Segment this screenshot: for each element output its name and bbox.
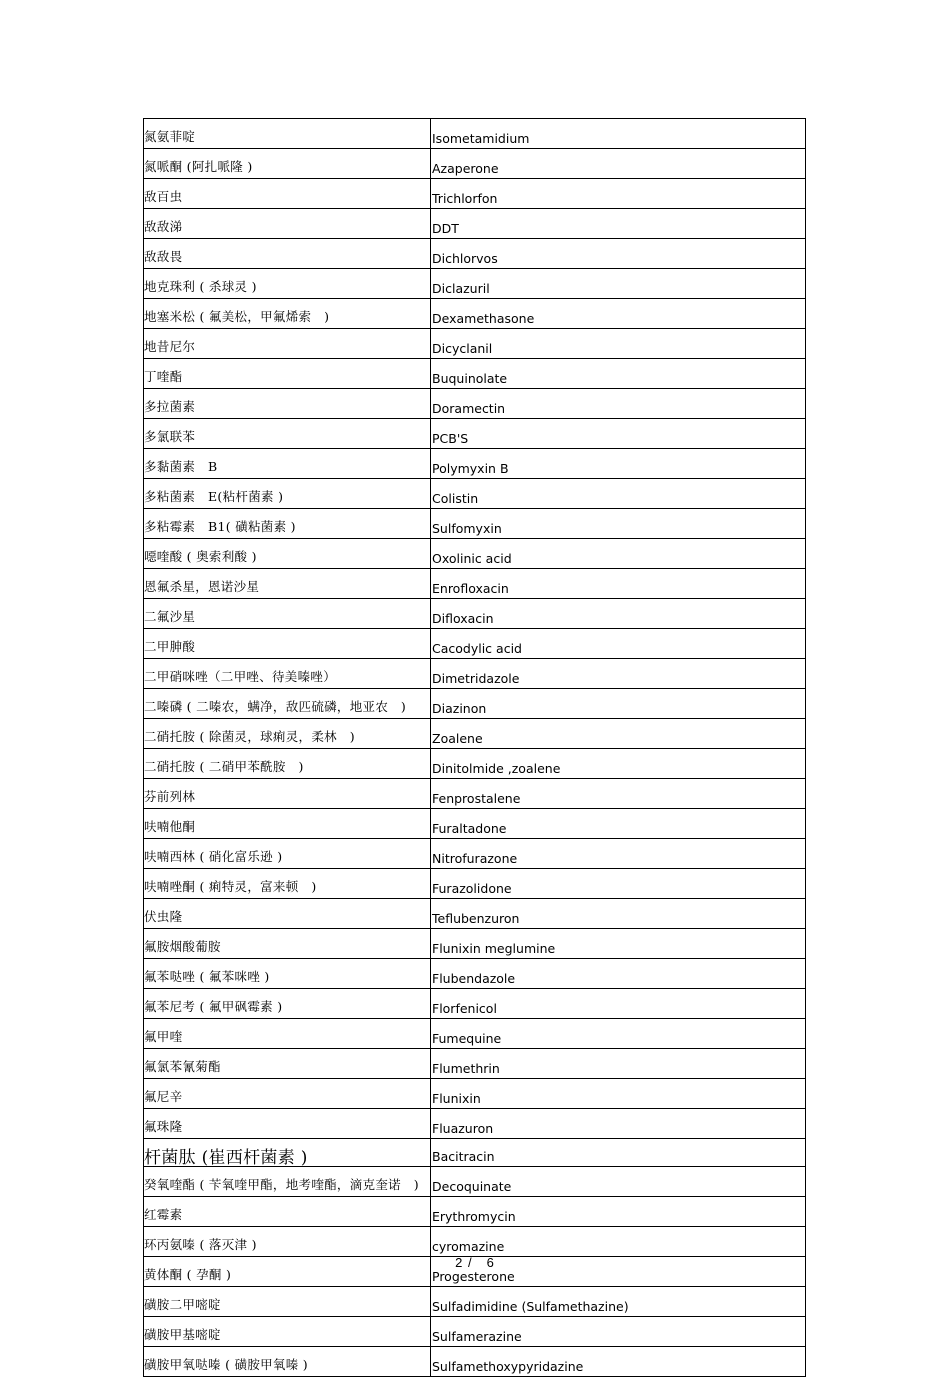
english-name-cell: Sulfamethoxypyridazine (431, 1347, 806, 1377)
table-row (144, 299, 806, 329)
english-name-cell: Dicyclanil (431, 329, 806, 359)
table-row (144, 419, 806, 449)
english-name-cell: Dexamethasone (431, 299, 806, 329)
chinese-name-cell: 呋喃唑酮 ( 痢特灵，富来顿 ) (144, 869, 431, 899)
table-row (144, 149, 806, 179)
chinese-name-cell: 磺胺甲氧哒嗪 ( 磺胺甲氧嗪 ) (144, 1347, 431, 1377)
table-row (144, 209, 806, 239)
table-row (144, 269, 806, 299)
table-row (144, 389, 806, 419)
english-name-cell: Dichlorvos (431, 239, 806, 269)
table-row (144, 1197, 806, 1227)
english-name-cell: Fumequine (431, 1019, 806, 1049)
chinese-name-cell: 二嗪磷 ( 二嗪农，螨净，敌匹硫磷，地亚农 ) (144, 689, 431, 719)
chinese-name-cell: 氟尼辛 (144, 1079, 431, 1109)
english-name-cell: Bacitracin (431, 1139, 806, 1167)
english-name-cell: Dinitolmide ,zoalene (431, 749, 806, 779)
chinese-name-cell: 地塞米松 ( 氟美松，甲氟烯索 ) (144, 299, 431, 329)
english-name-cell: Decoquinate (431, 1167, 806, 1197)
chinese-name-cell: 环丙氨嗪 ( 落灭津 ) (144, 1227, 431, 1257)
english-name-cell: Erythromycin (431, 1197, 806, 1227)
english-name-cell: Fluazuron (431, 1109, 806, 1139)
english-name-cell: Furazolidone (431, 869, 806, 899)
english-name-cell: Isometamidium (431, 119, 806, 149)
chinese-name-cell: 氟珠隆 (144, 1109, 431, 1139)
english-name-cell: Furaltadone (431, 809, 806, 839)
english-name-cell: Sulfamerazine (431, 1317, 806, 1347)
chinese-name-cell: 二氟沙星 (144, 599, 431, 629)
table-row (144, 119, 806, 149)
table-row (144, 809, 806, 839)
table-row (144, 599, 806, 629)
chinese-name-cell: 敌百虫 (144, 179, 431, 209)
table-row (144, 239, 806, 269)
table-row (144, 659, 806, 689)
english-name-cell: Doramectin (431, 389, 806, 419)
chinese-name-cell: 二甲胂酸 (144, 629, 431, 659)
table-row (144, 449, 806, 479)
chinese-name-cell: 二硝托胺 ( 二硝甲苯酰胺 ) (144, 749, 431, 779)
chinese-name-cell: 黄体酮 ( 孕酮 ) (144, 1257, 431, 1287)
chinese-name-cell: 多粘菌素 E(粘杆菌素 ) (144, 479, 431, 509)
table-row (144, 539, 806, 569)
chinese-name-cell: 氮哌酮 (阿扎哌隆 ) (144, 149, 431, 179)
english-name-cell: Sulfadimidine (Sulfamethazine) (431, 1287, 806, 1317)
english-name-cell: Enrofloxacin (431, 569, 806, 599)
english-name-cell: Zoalene (431, 719, 806, 749)
chinese-name-cell: 磺胺甲基嘧啶 (144, 1317, 431, 1347)
table-row (144, 899, 806, 929)
table-row (144, 1317, 806, 1347)
chinese-name-cell: 地昔尼尔 (144, 329, 431, 359)
chinese-name-cell: 噁喹酸 ( 奥索利酸 ) (144, 539, 431, 569)
chinese-name-cell: 磺胺二甲嘧啶 (144, 1287, 431, 1317)
table-row (144, 1167, 806, 1197)
drug-name-table-body (144, 119, 806, 1377)
chinese-name-cell: 氟胺烟酸葡胺 (144, 929, 431, 959)
english-name-cell: Colistin (431, 479, 806, 509)
english-name-cell: Polymyxin B (431, 449, 806, 479)
chinese-name-cell: 呋喃他酮 (144, 809, 431, 839)
drug-name-table (143, 118, 806, 1377)
table-row (144, 509, 806, 539)
table-row (144, 929, 806, 959)
english-name-cell: PCB'S (431, 419, 806, 449)
table-row (144, 1287, 806, 1317)
english-name-cell: Trichlorfon (431, 179, 806, 209)
chinese-name-cell: 伏虫隆 (144, 899, 431, 929)
table-row (144, 569, 806, 599)
table-row (144, 1347, 806, 1377)
chinese-name-cell: 丁喹酯 (144, 359, 431, 389)
english-name-cell: Oxolinic acid (431, 539, 806, 569)
chinese-name-cell: 杆菌肽 (崔西杆菌素 ) (144, 1139, 431, 1167)
chinese-name-cell: 红霉素 (144, 1197, 431, 1227)
table-row (144, 1109, 806, 1139)
english-name-cell: Nitrofurazone (431, 839, 806, 869)
chinese-name-cell: 癸氧喹酯 ( 苄氧喹甲酯，地考喹酯，滴克奎诺 ) (144, 1167, 431, 1197)
english-name-cell: Fenprostalene (431, 779, 806, 809)
chinese-name-cell: 恩氟杀星，恩诺沙星 (144, 569, 431, 599)
table-row (144, 989, 806, 1019)
chinese-name-cell: 多黏菌素 B (144, 449, 431, 479)
english-name-cell: cyromazine (431, 1227, 806, 1257)
chinese-name-cell: 二硝托胺 ( 除菌灵，球痢灵，柔林 ) (144, 719, 431, 749)
english-name-cell: Sulfomyxin (431, 509, 806, 539)
chinese-name-cell: 氟甲喹 (144, 1019, 431, 1049)
table-row (144, 1139, 806, 1167)
table-row (144, 479, 806, 509)
chinese-name-cell: 多粘霉素 B1( 磺粘菌素 ) (144, 509, 431, 539)
english-name-cell: Flubendazole (431, 959, 806, 989)
table-row (144, 1049, 806, 1079)
chinese-name-cell: 氟苯尼考 ( 氟甲砜霉素 ) (144, 989, 431, 1019)
english-name-cell: Cacodylic acid (431, 629, 806, 659)
english-name-cell: Teflubenzuron (431, 899, 806, 929)
english-name-cell: Azaperone (431, 149, 806, 179)
chinese-name-cell: 多氯联苯 (144, 419, 431, 449)
table-row (144, 179, 806, 209)
table-row (144, 1079, 806, 1109)
english-name-cell: Dimetridazole (431, 659, 806, 689)
english-name-cell: Florfenicol (431, 989, 806, 1019)
chinese-name-cell: 氟氯苯氰菊酯 (144, 1049, 431, 1079)
english-name-cell: Buquinolate (431, 359, 806, 389)
chinese-name-cell: 氟苯哒唑 ( 氟苯咪唑 ) (144, 959, 431, 989)
table-row (144, 629, 806, 659)
chinese-name-cell: 氮氨菲啶 (144, 119, 431, 149)
chinese-name-cell: 芬前列林 (144, 779, 431, 809)
chinese-name-cell: 多拉菌素 (144, 389, 431, 419)
table-row (144, 959, 806, 989)
table-row (144, 689, 806, 719)
english-name-cell: Flumethrin (431, 1049, 806, 1079)
table-row (144, 779, 806, 809)
chinese-name-cell: 敌敌畏 (144, 239, 431, 269)
english-name-cell: Flunixin (431, 1079, 806, 1109)
english-name-cell: DDT (431, 209, 806, 239)
table-row (144, 869, 806, 899)
chinese-name-cell: 二甲硝咪唑（二甲唑、待美嗪唑） (144, 659, 431, 689)
table-row (144, 1019, 806, 1049)
english-name-cell: Diazinon (431, 689, 806, 719)
english-name-cell: Difloxacin (431, 599, 806, 629)
english-name-cell: Progesterone (431, 1257, 806, 1287)
chinese-name-cell: 地克珠利 ( 杀球灵 ) (144, 269, 431, 299)
table-row (144, 839, 806, 869)
table-row (144, 329, 806, 359)
table-row (144, 359, 806, 389)
table-row (144, 749, 806, 779)
chinese-name-cell: 呋喃西林 ( 硝化富乐逊 ) (144, 839, 431, 869)
chinese-name-cell: 敌敌涕 (144, 209, 431, 239)
english-name-cell: Flunixin meglumine (431, 929, 806, 959)
english-name-cell: Diclazuril (431, 269, 806, 299)
page-number: 2 / 6 (455, 1255, 495, 1270)
table-row (144, 719, 806, 749)
